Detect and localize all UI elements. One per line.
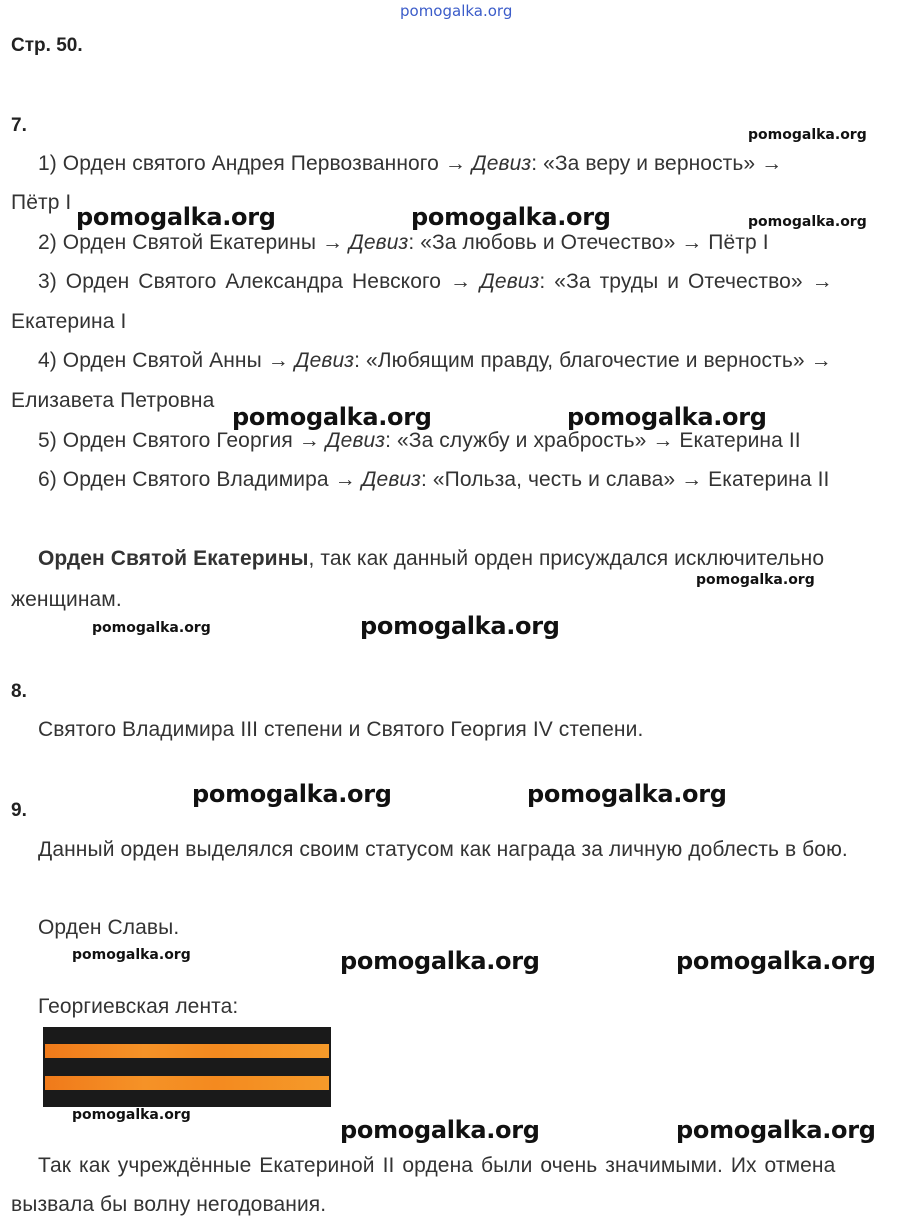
- task-7-item-2: 2) Орден Святой Екатерины → Девиз: «За любовь и Отечество» → Пётр I: [38, 231, 769, 254]
- watermark: pomogalka.org: [92, 620, 211, 636]
- task-8-text: Святого Владимира III степени и Святого Георгия IV степени.: [38, 718, 644, 741]
- task-9-text-3-cont: вызвала бы волну негодования.: [11, 1193, 327, 1216]
- task-7-item-4-cont: Елизавета Петровна: [11, 389, 215, 412]
- task-7-item-3-cont: Екатерина I: [11, 310, 127, 333]
- watermark: pomogalka.org: [527, 780, 727, 808]
- task-7-answer: Орден Святой Екатерины, так как данный орден присуждался исключительно: [38, 547, 825, 570]
- watermark: pomogalka.org: [76, 203, 276, 231]
- task-7-answer-cont: женщинам.: [11, 588, 122, 611]
- ribbon-label: Георгиевская лента:: [38, 995, 239, 1018]
- task-7-item-1-cont: Пётр I: [11, 191, 72, 214]
- task-7-item-6: 6) Орден Святого Владимира → Девиз: «Польза, честь и слава» → Екатерина II: [38, 468, 830, 491]
- watermark: pomogalka.org: [676, 1116, 876, 1144]
- watermark: pomogalka.org: [72, 947, 191, 963]
- watermark: pomogalka.org: [567, 403, 767, 431]
- task-9-text-2: Орден Славы.: [38, 916, 180, 939]
- watermark: pomogalka.org: [748, 127, 867, 143]
- watermark-top: pomogalka.org: [400, 2, 513, 20]
- task-8-number: 8.: [11, 681, 27, 702]
- watermark: pomogalka.org: [192, 780, 392, 808]
- task-9-text-3: Так как учреждённые Екатериной II ордена были очень значимыми. Их отмена: [38, 1154, 836, 1177]
- watermark: pomogalka.org: [72, 1107, 191, 1123]
- task-7-item-3: 3) Орден Святого Александра Невского → Девиз: «За труды и Отечество» →: [38, 270, 833, 293]
- task-7-item-4: 4) Орден Святой Анны → Девиз: «Любящим правду, благочестие и верность» →: [38, 349, 832, 372]
- watermark: pomogalka.org: [340, 947, 540, 975]
- task-7-number: 7.: [11, 115, 27, 136]
- task-7-item-5: 5) Орден Святого Георгия → Девиз: «За службу и храбрость» → Екатерина II: [38, 429, 801, 452]
- watermark: pomogalka.org: [232, 403, 432, 431]
- watermark: pomogalka.org: [340, 1116, 540, 1144]
- ribbon-orange-stripe: [45, 1076, 329, 1090]
- watermark: pomogalka.org: [676, 947, 876, 975]
- ribbon-orange-stripe: [45, 1044, 329, 1058]
- task-9-number: 9.: [11, 800, 27, 821]
- watermark: pomogalka.org: [748, 214, 867, 230]
- page-header: Стр. 50.: [11, 35, 83, 56]
- st-george-ribbon-image: [43, 1027, 331, 1107]
- task-9-text-1: Данный орден выделялся своим статусом как награда за личную доблесть в бою.: [38, 838, 848, 861]
- task-7-item-1: 1) Орден святого Андрея Первозванного → Девиз: «За веру и верность» →: [38, 152, 783, 175]
- watermark: pomogalka.org: [411, 203, 611, 231]
- watermark: pomogalka.org: [696, 572, 815, 588]
- watermark: pomogalka.org: [360, 612, 560, 640]
